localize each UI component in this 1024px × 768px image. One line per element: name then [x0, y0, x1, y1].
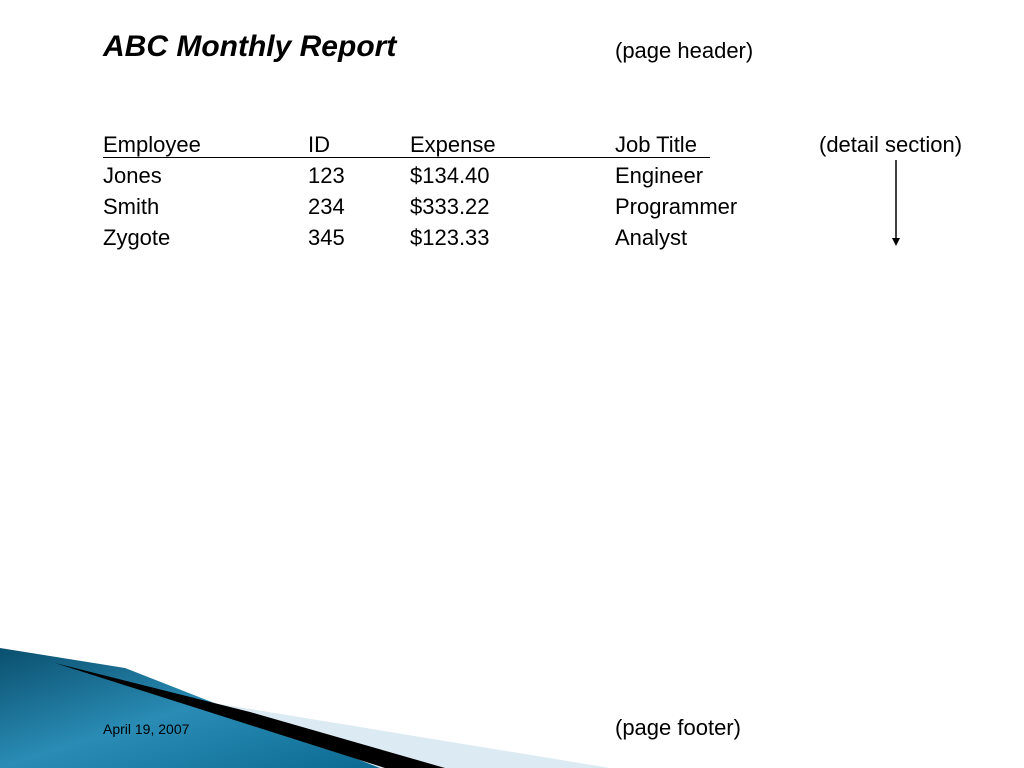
column-header-id: ID [308, 132, 330, 157]
cell-employee: Jones [103, 163, 162, 188]
cell-id: 234 [308, 194, 345, 219]
cell-job-title: Programmer [615, 194, 738, 219]
cell-employee: Smith [103, 194, 160, 219]
cell-expense: $123.33 [410, 225, 490, 250]
column-header-employee: Employee [103, 132, 201, 157]
table-row [0, 225, 1024, 255]
swoosh-blue-band [0, 648, 380, 768]
table-row [0, 163, 1024, 193]
arrow-down-icon [888, 160, 904, 250]
column-header-job-title: Job Title [615, 132, 697, 157]
table-row [0, 194, 1024, 224]
page-header-annotation: (page header) [615, 38, 754, 63]
cell-expense: $333.22 [410, 194, 490, 219]
cell-id: 123 [308, 163, 345, 188]
cell-job-title: Analyst [615, 225, 688, 250]
cell-id: 345 [308, 225, 345, 250]
footer-date: April 19, 2007 [103, 721, 190, 737]
page-footer-annotation: (page footer) [615, 715, 741, 740]
cell-job-title: Engineer [615, 163, 704, 188]
cell-expense: $134.40 [410, 163, 490, 188]
header-underline [103, 157, 710, 158]
report-title: ABC Monthly Report [103, 30, 397, 63]
column-header-expense: Expense [410, 132, 496, 157]
cell-employee: Zygote [103, 225, 171, 250]
detail-section-annotation: (detail section) [819, 132, 963, 157]
